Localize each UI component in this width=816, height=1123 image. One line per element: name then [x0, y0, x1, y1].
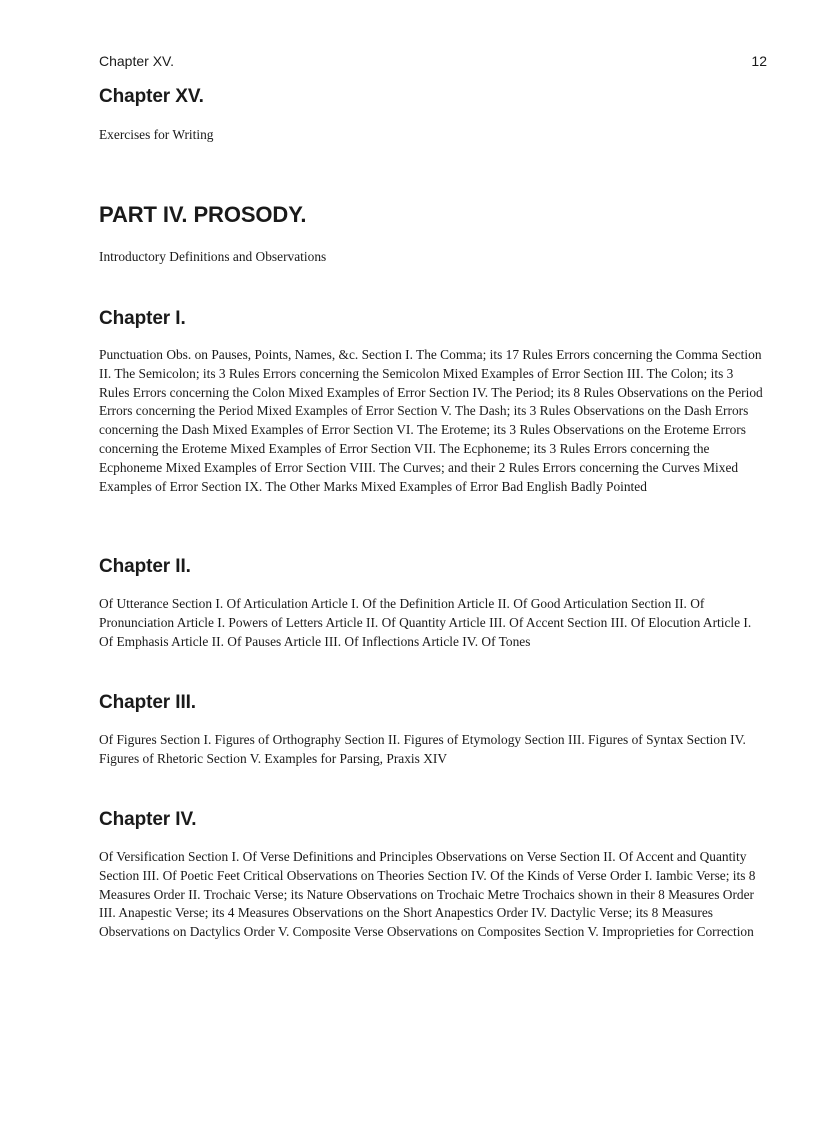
page-number: 12 — [751, 53, 767, 69]
chapter-iii-heading: Chapter III. — [99, 692, 196, 713]
chapter-iii-contents: Of Figures Section I. Figures of Orthography Section II. Figures of Etymology Section III. Figures of Syntax Section IV. Figures of Rhetoric Section V. Examples for Parsing, Praxis XIV — [99, 732, 746, 766]
running-header — [99, 53, 767, 71]
chapter-i-contents: Punctuation Obs. on Pauses, Points, Names, &c. Section I. The Comma; its 17 Rules Errors concerning the Comma Section II. The Semicolon; its 3 Rules Errors concerning the Semicolon Mixed Examples of Error Section III. The Colon; its 3 Rules Errors concerning the Colon Mixed Examples of Error Section IV. The Period; its 8 Rules Observations on the Period Errors concerning the Period Mixed Examples of Error Section V. The Dash; its 3 Rules Observations on the Dash Errors concerning the Dash Mixed Examples of Error Section VI. The Eroteme; its 3 Rules Observations on the Eroteme Errors concerning the Eroteme Mixed Examples of Error Section VII. The Ecphoneme; its 3 Rules Errors concerning the Ecphoneme Mixed Examples of Error Section VIII. The Curves; and their 2 Rules Errors concerning the Curves Mixed Examples of Error Section IX. The Other Marks Mixed Examples of Error Bad English Badly Pointed — [99, 347, 763, 494]
part-iv-heading: PART IV. PROSODY. — [99, 202, 307, 227]
chapter-ii-contents: Of Utterance Section I. Of Articulation Article I. Of the Definition Article II. Of Good Articulation Section II. Of Pronunciation Article I. Powers of Letters Article II. Of Quantity Article III. Of Accent Section III. Of Elocution Article I. Of Emphasis Article II. Of Pauses Article III. Of Inflections Article IV. Of Tones — [99, 596, 752, 649]
chapter-iv-contents: Of Versification Section I. Of Verse Definitions and Principles Observations on Verse Section II. Of Accent and Quantity Section III. Of Poetic Feet Critical Observations on Theories Section IV. Of the Kinds of Verse Order I. Iambic Verse; its 8 Measures Order II. Trochaic Verse; its Nature Observations on Trochaic Metre Trochaics shown in their 8 Measures Order III. Anapestic Verse; its 4 Measures Observations on the Short Anapestics Order IV. Dactylic Verse; its 8 Measures Observations on Dactylics Order V. Composite Verse Observations on Composites Section V. Improprieties for Correction — [99, 849, 756, 940]
chapter-xv-heading: Chapter XV. — [99, 86, 204, 107]
chapter-iv-heading: Chapter IV. — [99, 809, 197, 830]
running-header-title: Chapter XV. — [99, 53, 174, 69]
chapter-ii-heading: Chapter II. — [99, 556, 191, 577]
chapter-xv-contents: Exercises for Writing — [99, 127, 214, 142]
chapter-i-heading: Chapter I. — [99, 308, 186, 329]
part-iv-contents: Introductory Definitions and Observations — [99, 249, 327, 264]
